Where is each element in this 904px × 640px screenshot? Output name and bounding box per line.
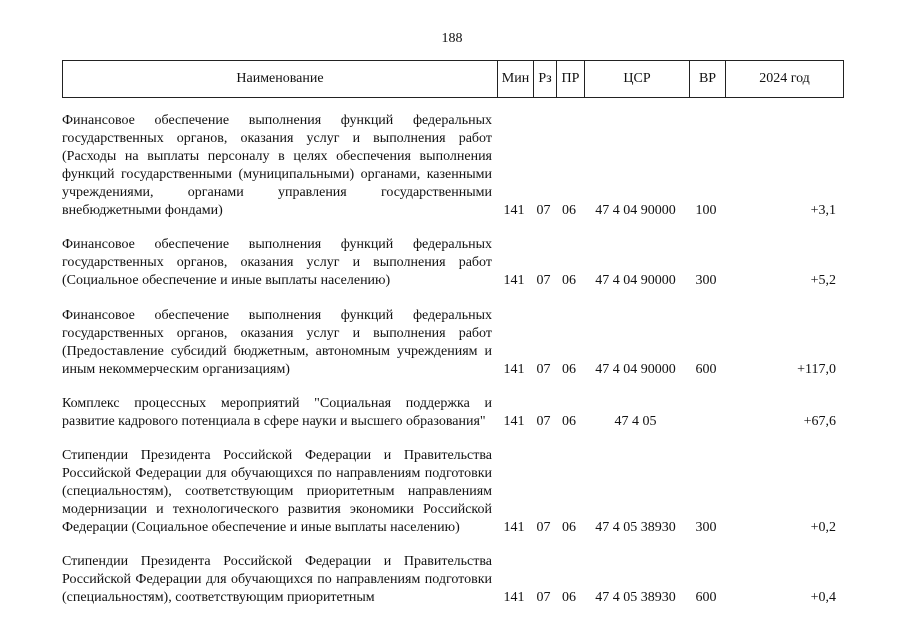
header-csr: ЦСР bbox=[584, 61, 689, 97]
row-pr: 06 bbox=[562, 590, 576, 605]
row-value: +0,4 bbox=[810, 590, 836, 605]
row-value: +67,6 bbox=[803, 414, 836, 429]
row-min: 141 bbox=[503, 362, 525, 377]
row-vr: 600 bbox=[695, 590, 717, 605]
row-csr: 47 4 05 38930 bbox=[595, 590, 676, 605]
header-min: Мин bbox=[497, 61, 533, 97]
row-vr: 100 bbox=[695, 203, 717, 218]
row-min: 141 bbox=[503, 203, 525, 218]
row-name: Финансовое обеспечение выполнения функций федеральных государственных органов, оказания услуг и выполнения работ (Предоставление субсидий бюджетным, автономным учреждениям и иным некоммерческим организациям) bbox=[62, 308, 492, 377]
row-csr: 47 4 05 bbox=[614, 414, 657, 429]
row-pr: 06 bbox=[562, 520, 576, 535]
row-value: +0,2 bbox=[810, 520, 836, 535]
header-year: 2024 год bbox=[725, 61, 843, 97]
row-pr: 06 bbox=[562, 203, 576, 218]
row-rz: 07 bbox=[536, 590, 551, 605]
row-name: Финансовое обеспечение выполнения функций федеральных государственных органов, оказания услуг и выполнения работ (Социальное обеспечение и иные выплаты населению) bbox=[62, 237, 492, 288]
row-vr: 300 bbox=[695, 273, 717, 288]
row-min: 141 bbox=[503, 414, 525, 429]
row-rz: 07 bbox=[536, 520, 551, 535]
row-csr: 47 4 04 90000 bbox=[595, 203, 676, 218]
header-vr: ВР bbox=[689, 61, 725, 97]
page-number: 188 bbox=[441, 31, 463, 46]
row-min: 141 bbox=[503, 520, 525, 535]
row-min: 141 bbox=[503, 273, 525, 288]
row-name: Комплекс процессных мероприятий "Социальная поддержка и развитие кадрового потенциала в сфере науки и высшего образования" bbox=[62, 396, 492, 429]
table-row bbox=[62, 307, 844, 379]
row-vr: 300 bbox=[695, 520, 717, 535]
header-name: Наименование bbox=[236, 71, 324, 86]
row-csr: 47 4 04 90000 bbox=[595, 362, 676, 377]
row-value: +117,0 bbox=[797, 362, 836, 377]
row-value: +5,2 bbox=[810, 273, 836, 288]
table-row bbox=[62, 553, 844, 607]
table-body bbox=[62, 112, 844, 623]
header-pr: ПР bbox=[556, 61, 584, 97]
header-rz: Рз bbox=[533, 61, 556, 97]
table-row bbox=[62, 236, 844, 290]
row-rz: 07 bbox=[536, 273, 551, 288]
row-name: Стипендии Президента Российской Федерации и Правительства Российской Федерации для обучающихся по направлениям подготовки (специальностям), соответствующим приоритетным bbox=[62, 554, 492, 605]
row-pr: 06 bbox=[562, 362, 576, 377]
table-header bbox=[62, 60, 844, 98]
row-min: 141 bbox=[503, 590, 525, 605]
row-name: Стипендии Президента Российской Федерации и Правительства Российской Федерации для обучающихся по направлениям подготовки (специальностям), соответствующим приоритетным направлениям модернизации и технологического развития экономики Российской Федерации (Социальное обеспечение и иные выплаты населению) bbox=[62, 448, 492, 535]
row-value: +3,1 bbox=[810, 203, 836, 218]
row-rz: 07 bbox=[536, 362, 551, 377]
table-row bbox=[62, 395, 844, 431]
row-pr: 06 bbox=[562, 414, 576, 429]
row-name: Финансовое обеспечение выполнения функций федеральных государственных органов, оказания услуг и выполнения работ (Расходы на выплаты персоналу в целях обеспечения выполнения функций государственными (муниципальными) органами, казенными учреждениями, органами управления государственными внебюджетными фондами) bbox=[62, 113, 492, 218]
row-vr: 600 bbox=[695, 362, 717, 377]
row-csr: 47 4 05 38930 bbox=[595, 520, 676, 535]
row-rz: 07 bbox=[536, 414, 551, 429]
table-row bbox=[62, 112, 844, 220]
row-csr: 47 4 04 90000 bbox=[595, 273, 676, 288]
row-pr: 06 bbox=[562, 273, 576, 288]
row-rz: 07 bbox=[536, 203, 551, 218]
table-row bbox=[62, 447, 844, 537]
